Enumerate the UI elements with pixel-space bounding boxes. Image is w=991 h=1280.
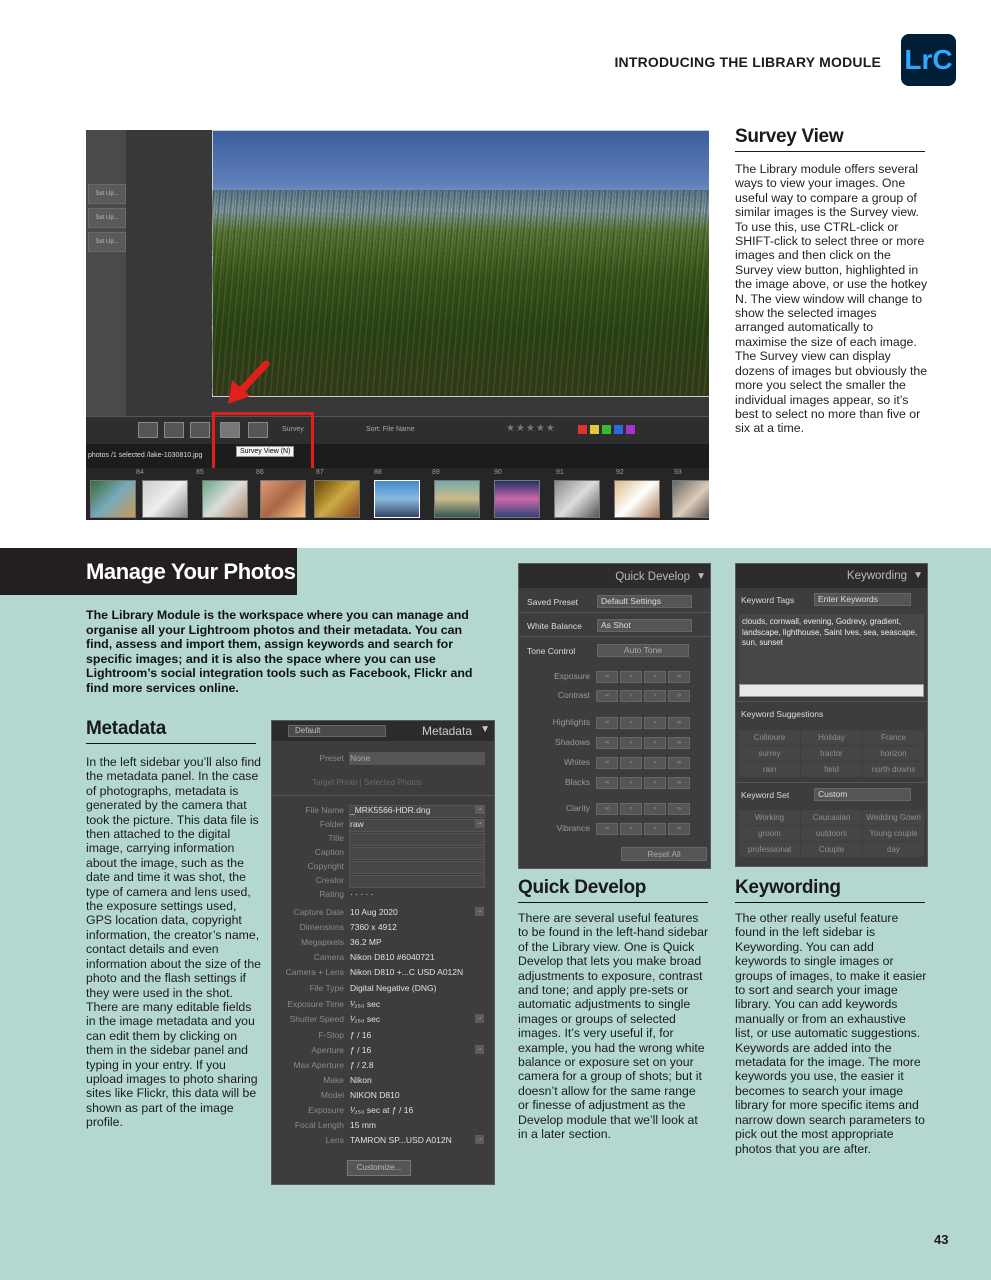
keywording-body: The other really useful feature found in the left sidebar is Keywording. You can add keywords to single images or groups of images, to make it easier to sort and search your image library. You can add keywords manually or from an exhaustive list, or use automatic suggestions. Keywords are added into the metadata for the image. The more keywords you use, the easier it becomes to search your image library for more specific items and narrow down search parameters to pick out the most appropriate photos that you are after. [735, 911, 927, 1156]
metadata-heading: Metadata [86, 718, 256, 744]
metadata-field-label: Capture Date [293, 907, 344, 917]
metadata-field-value: Digital Negative (DNG) [350, 983, 437, 993]
filmstrip-thumbnail[interactable] [614, 480, 660, 518]
slider-label: Shadows [555, 737, 590, 747]
thumb-number: 90 [494, 469, 502, 476]
filmstrip-thumbnail[interactable] [672, 480, 709, 518]
quick-develop-heading: Quick Develop [518, 877, 708, 903]
customize-button[interactable]: Customize... [347, 1160, 411, 1176]
saved-preset-label: Saved Preset [527, 597, 579, 607]
metadata-field-value: NIKON D810 [350, 1090, 400, 1100]
thumb-number: 86 [256, 469, 264, 476]
divider [272, 795, 494, 796]
keyword-chip[interactable]: groom [739, 826, 800, 841]
adjust-button[interactable]: ›› [668, 717, 690, 729]
metadata-field-label: Focal Length [294, 1120, 344, 1130]
metadata-field-label: Model [320, 1090, 344, 1100]
metadata-field-label: Lens [325, 1135, 344, 1145]
metadata-field-label: Creator [315, 875, 344, 885]
metadata-field-label: Folder [319, 819, 344, 829]
slider-label: Vibrance [556, 823, 590, 833]
metadata-field-value: ƒ / 16 [350, 1030, 372, 1040]
metadata-field-label: Dimensions [299, 922, 344, 932]
adjust-button[interactable]: ‹‹ [596, 823, 618, 835]
metadata-field-label: Max Aperture [293, 1060, 344, 1070]
metadata-field-value: 36.2 MP [350, 937, 382, 947]
adjust-button[interactable]: ›› [668, 803, 690, 815]
adjust-button[interactable]: ‹ [620, 803, 642, 815]
keywording-title: Keywording [846, 570, 907, 582]
adjust-button[interactable]: ‹‹ [596, 671, 618, 683]
metadata-field-row [272, 1014, 494, 1028]
adjust-buttons [596, 717, 690, 729]
go-arrow-icon[interactable]: → [476, 806, 483, 812]
metadata-field-label: Shutter Speed [289, 1014, 344, 1024]
adjust-button[interactable]: ›› [668, 671, 690, 683]
slider-label: Clarity [565, 803, 590, 813]
preview-photo-grass [212, 190, 709, 395]
filmstrip-thumbnail[interactable] [494, 480, 540, 518]
filmstrip-thumbnail[interactable] [434, 480, 480, 518]
grid-view-icon[interactable] [138, 422, 158, 438]
running-header: INTRODUCING THE LIBRARY MODULE [614, 54, 881, 70]
filmstrip-thumbnail[interactable] [260, 480, 306, 518]
saved-preset-select[interactable]: Default Settings [597, 595, 692, 608]
metadata-field-row [272, 999, 494, 1013]
left-panel [86, 130, 126, 430]
keyword-tags-textarea[interactable]: clouds, cornwall, evening, Godrevy, gradient, landscape, lighthouse, Saint Ives, sea, seascape, sun, sunset [739, 614, 924, 686]
go-arrow-icon[interactable]: → [476, 1015, 483, 1021]
go-arrow-icon[interactable]: → [476, 820, 483, 826]
loupe-view-icon[interactable] [164, 422, 184, 438]
slider-label: Exposure [554, 671, 590, 681]
metadata-field-value: Nikon D810 +...C USD A012N [350, 967, 464, 977]
auto-tone-button[interactable]: Auto Tone [597, 644, 689, 657]
metadata-field-row [272, 861, 494, 875]
adjust-button[interactable]: › [644, 823, 666, 835]
keyword-chip[interactable]: Caucasian [801, 810, 862, 825]
metadata-body: In the left sidebar you’ll also find the metadata panel. In the case of photographs, metadata is generated by the camera that took the picture. This data file is then attached to the digital image, carrying information about the image, such as the date and time it was shot, the type of camera and lens used, the exposure settings used, GPS location data, copyright information, the creator’s name, contact details and even information about the size of the photo and the flash settings if they were used in the shot. There are many editable fields in the image metadata and you can edit them by clicking on them in the sidebar panel and typing in your entry. If you upload images to photo sharing sites like Flickr, this data will be shown as part of the image profile. [86, 755, 261, 1130]
thumb-number: 85 [196, 469, 204, 476]
adjust-buttons [596, 737, 690, 749]
keywording-heading: Keywording [735, 877, 925, 903]
metadata-field-row [272, 937, 494, 951]
adjust-buttons [596, 823, 690, 835]
divider [736, 782, 927, 783]
filmstrip-thumbnail[interactable] [554, 480, 600, 518]
keyword-entry-input[interactable] [739, 684, 924, 697]
metadata-field-value: _MRK5566-HDR.dng [350, 805, 431, 815]
metadata-field-label: Exposure Time [287, 999, 344, 1009]
metadata-field-row [272, 967, 494, 981]
adjust-buttons [596, 757, 690, 769]
metadata-field-row [272, 1090, 494, 1104]
adjust-buttons [596, 803, 690, 815]
quick-develop-panel [518, 563, 711, 869]
adjust-button[interactable]: ‹‹ [596, 717, 618, 729]
keyword-set-select[interactable]: Custom [814, 788, 911, 801]
adjust-button[interactable]: ‹‹ [596, 690, 618, 702]
adjust-button[interactable]: ‹ [620, 823, 642, 835]
keyword-chip[interactable]: surrey [739, 746, 800, 761]
metadata-field-value: ƒ / 16 [350, 1045, 372, 1055]
slider-label: Highlights [552, 717, 590, 727]
metadata-field-row [272, 1045, 494, 1059]
adjust-button[interactable]: › [644, 717, 666, 729]
thumb-number: 84 [136, 469, 144, 476]
metadata-field-label: Rating [319, 889, 344, 899]
keyword-suggestions-grid [739, 730, 924, 777]
keyword-chip[interactable]: Wedding Gown [863, 810, 924, 825]
divider [519, 612, 710, 613]
metadata-field-label: Camera [313, 952, 344, 962]
adjust-button[interactable]: ›› [668, 690, 690, 702]
preset-label: Preset [319, 753, 344, 763]
thumb-number: 89 [432, 469, 440, 476]
keyword-chip[interactable]: Couple [801, 842, 862, 857]
adjust-button[interactable]: ›› [668, 757, 690, 769]
metadata-field-row [272, 1105, 494, 1119]
adjust-buttons [596, 671, 690, 683]
metadata-field-row [272, 847, 494, 861]
metadata-field-label: Make [323, 1075, 344, 1085]
slider-label: Blacks [564, 777, 590, 787]
slider-label: Contrast [557, 690, 590, 700]
adjust-button[interactable]: › [644, 690, 666, 702]
adjust-button[interactable]: ‹ [620, 717, 642, 729]
lightroom-classic-logo: LrC [901, 34, 956, 86]
slider-label: Whites [564, 757, 590, 767]
collapse-triangle-icon[interactable]: ▼ [913, 570, 923, 581]
metadata-field-label: F-Stop [318, 1030, 344, 1040]
quick-develop-title: Quick Develop [615, 571, 690, 583]
keyword-chip[interactable]: north downs [863, 762, 924, 777]
metadata-field-row [272, 983, 494, 997]
filmstrip-thumbnail[interactable] [314, 480, 360, 518]
adjust-button[interactable]: ‹ [620, 737, 642, 749]
adjust-button[interactable]: › [644, 671, 666, 683]
collapse-triangle-icon[interactable]: ▼ [696, 571, 706, 582]
adjust-button[interactable]: ‹‹ [596, 777, 618, 789]
metadata-field-value: ¹⁄₂₅₀ sec [350, 1014, 381, 1024]
metadata-field-row [272, 875, 494, 889]
metadata-field-row [272, 1120, 494, 1134]
thumb-number: 93 [674, 469, 682, 476]
metadata-field-input[interactable] [349, 861, 485, 874]
filmstrip-info: photos /1 selected /lake-1030810.jpg [88, 452, 203, 459]
keyword-chip[interactable]: Young couple [863, 826, 924, 841]
metadata-field-value: raw [350, 819, 364, 829]
metadata-field-input[interactable] [349, 833, 485, 846]
divider [736, 701, 927, 702]
compare-view-icon[interactable] [190, 422, 210, 438]
metadata-field-row [272, 922, 494, 936]
metadata-field-label: Caption [314, 847, 344, 857]
filmstrip-thumbnail[interactable] [374, 480, 420, 518]
filmstrip-thumbnail[interactable] [202, 480, 248, 518]
metadata-field-value: 7360 x 4912 [350, 922, 397, 932]
adjust-button[interactable]: ‹‹ [596, 757, 618, 769]
keyword-chip[interactable]: tractor [801, 746, 862, 761]
metadata-field-value: · · · · · [350, 889, 374, 899]
keyword-chip[interactable]: Working [739, 810, 800, 825]
metadata-field-row [272, 1075, 494, 1089]
keyword-chip[interactable]: France [863, 730, 924, 745]
rating-stars[interactable]: ★★★★★ [506, 423, 556, 434]
keyword-chip[interactable]: Holiday [801, 730, 862, 745]
manage-photos-heading: Manage Your Photos [0, 548, 297, 595]
metadata-field-row [272, 907, 494, 921]
metadata-field-value: 10 Aug 2020 [350, 907, 398, 917]
metadata-field-value: ¹⁄₂₅₀ sec at ƒ / 16 [350, 1105, 414, 1115]
metadata-field-row [272, 1135, 494, 1149]
keywording-panel [735, 563, 928, 867]
metadata-field-value: Nikon D810 #6040721 [350, 952, 435, 962]
metadata-field-row [272, 889, 494, 903]
setup-button[interactable]: Set Up... [88, 184, 126, 204]
filmstrip-thumbnail[interactable] [142, 480, 188, 518]
thumb-number: 92 [616, 469, 624, 476]
adjust-button[interactable]: › [644, 803, 666, 815]
adjust-button[interactable]: ‹‹ [596, 737, 618, 749]
adjust-buttons [596, 777, 690, 789]
thumb-number: 88 [374, 469, 382, 476]
metadata-field-input[interactable] [349, 819, 485, 832]
keyword-chip[interactable]: rain [739, 762, 800, 777]
adjust-button[interactable]: ‹ [620, 777, 642, 789]
thumb-number: 91 [556, 469, 564, 476]
keyword-chip[interactable]: Collioure [739, 730, 800, 745]
survey-view-screenshot [86, 130, 709, 520]
metadata-field-input[interactable] [349, 847, 485, 860]
adjust-buttons [596, 690, 690, 702]
filmstrip-thumbnail[interactable] [90, 480, 136, 518]
metadata-panel-title: Metadata [421, 724, 472, 738]
metadata-field-label: Camera + Lens [285, 967, 344, 977]
keyword-set-grid [739, 810, 924, 857]
metadata-field-row [272, 819, 494, 833]
metadata-field-label: File Name [305, 805, 344, 815]
keyword-tags-label: Keyword Tags [741, 595, 795, 605]
metadata-field-row [272, 805, 494, 819]
adjust-button[interactable]: ‹ [620, 757, 642, 769]
red-pointer-arrow-icon [224, 358, 274, 408]
keyword-chip[interactable]: field [801, 762, 862, 777]
metadata-preset-dropdown[interactable]: Default [288, 725, 386, 737]
adjust-button[interactable]: › [644, 737, 666, 749]
adjust-button[interactable]: ›› [668, 823, 690, 835]
metadata-panel [271, 720, 495, 1185]
metadata-field-label: Exposure [308, 1105, 344, 1115]
keyword-suggestions-label: Keyword Suggestions [741, 709, 824, 719]
white-balance-select[interactable]: As Shot [597, 619, 692, 632]
go-arrow-icon[interactable]: → [476, 908, 483, 914]
tone-control-label: Tone Control [527, 646, 576, 656]
go-arrow-icon[interactable]: → [476, 1136, 483, 1142]
metadata-field-label: Title [328, 833, 344, 843]
adjust-button[interactable]: ›› [668, 737, 690, 749]
preset-value: None [350, 753, 371, 763]
adjust-button[interactable]: ‹‹ [596, 803, 618, 815]
go-arrow-icon[interactable]: → [476, 1046, 483, 1052]
reset-all-button[interactable]: Reset All [621, 847, 707, 861]
collapse-triangle-icon[interactable]: ▼ [480, 724, 490, 735]
keyword-set-label: Keyword Set [741, 790, 790, 800]
quick-develop-body: There are several useful features to be found in the left-hand sidebar of the Library view. One is Quick Develop that lets you make broad adjustments to exposure, contrast and tone; and apply pre-sets or automatic adjustments to single images or groups of selected images. It’s very useful if, for example, you had the wrong white balance or exposure set on your camera for a group of shots; but it doesn’t allow for the same range or finesse of adjustment as the Develop module that we’ll look at in a later section. [518, 911, 709, 1142]
keyword-tags-select[interactable]: Enter Keywords [814, 593, 911, 606]
metadata-field-row [272, 833, 494, 847]
metadata-field-value: ¹⁄₂₅₀ sec [350, 999, 381, 1009]
white-balance-label: White Balance [527, 621, 582, 631]
keyword-chip[interactable]: professional [739, 842, 800, 857]
toolbar-survey-label: Survey [282, 426, 304, 433]
adjust-button[interactable]: ›› [668, 777, 690, 789]
sort-control[interactable]: Sort: File Name [366, 426, 415, 433]
thumb-number: 87 [316, 469, 324, 476]
metadata-field-value: 15 mm [350, 1120, 376, 1130]
metadata-field-row [272, 952, 494, 966]
setup-button[interactable]: Set Up... [88, 208, 126, 228]
metadata-field-label: Aperture [311, 1045, 344, 1055]
manage-intro: The Library Module is the workspace where you can manage and organise all your Lightroom photos and their metadata. You can find, assess and import them, assign keywords and search for specific images; and it is also the space where you can use Lightroom’s social integration tools such as Facebook, Flickr and find more services online. [86, 608, 473, 695]
metadata-field-label: File Type [309, 983, 344, 993]
metadata-field-label: Copyright [307, 861, 344, 871]
survey-view-body: The Library module offers several ways to view your images. One useful way to compare a group of similar images is the Survey view. To use this, use CTRL-click or SHIFT-click to select three or more images and then click on the Survey view button, highlighted in the image above, or use the hotkey N. The view window will change to show the selected images arranged automatically to maximise the size of each image. The Survey view can display dozens of images but obviously the more you select the smaller the individual images appear, so it’s best to select no more than five or six at a time. [735, 162, 928, 436]
adjust-button[interactable]: ‹ [620, 671, 642, 683]
adjust-button[interactable]: › [644, 777, 666, 789]
keyword-chip[interactable]: outdoors [801, 826, 862, 841]
keyword-chip[interactable]: day [863, 842, 924, 857]
metadata-field-value: Nikon [350, 1075, 372, 1085]
adjust-button[interactable]: ‹ [620, 690, 642, 702]
metadata-field-input[interactable] [349, 875, 485, 888]
target-photo-tabs[interactable]: Target Photo | Selected Photos [312, 778, 423, 787]
metadata-field-row [272, 1030, 494, 1044]
setup-button[interactable]: Set Up... [88, 232, 126, 252]
survey-view-heading: Survey View [735, 126, 925, 152]
adjust-button[interactable]: › [644, 757, 666, 769]
keyword-chip[interactable]: horizon [863, 746, 924, 761]
metadata-field-label: Megapixels [301, 937, 344, 947]
survey-tooltip: Survey View (N) [236, 446, 294, 457]
metadata-field-row [272, 1060, 494, 1074]
divider [519, 636, 710, 637]
page-number: 43 [934, 1232, 949, 1247]
metadata-field-value: ƒ / 2.8 [350, 1060, 374, 1070]
metadata-field-value: TAMRON SP...USD A012N [350, 1135, 452, 1145]
